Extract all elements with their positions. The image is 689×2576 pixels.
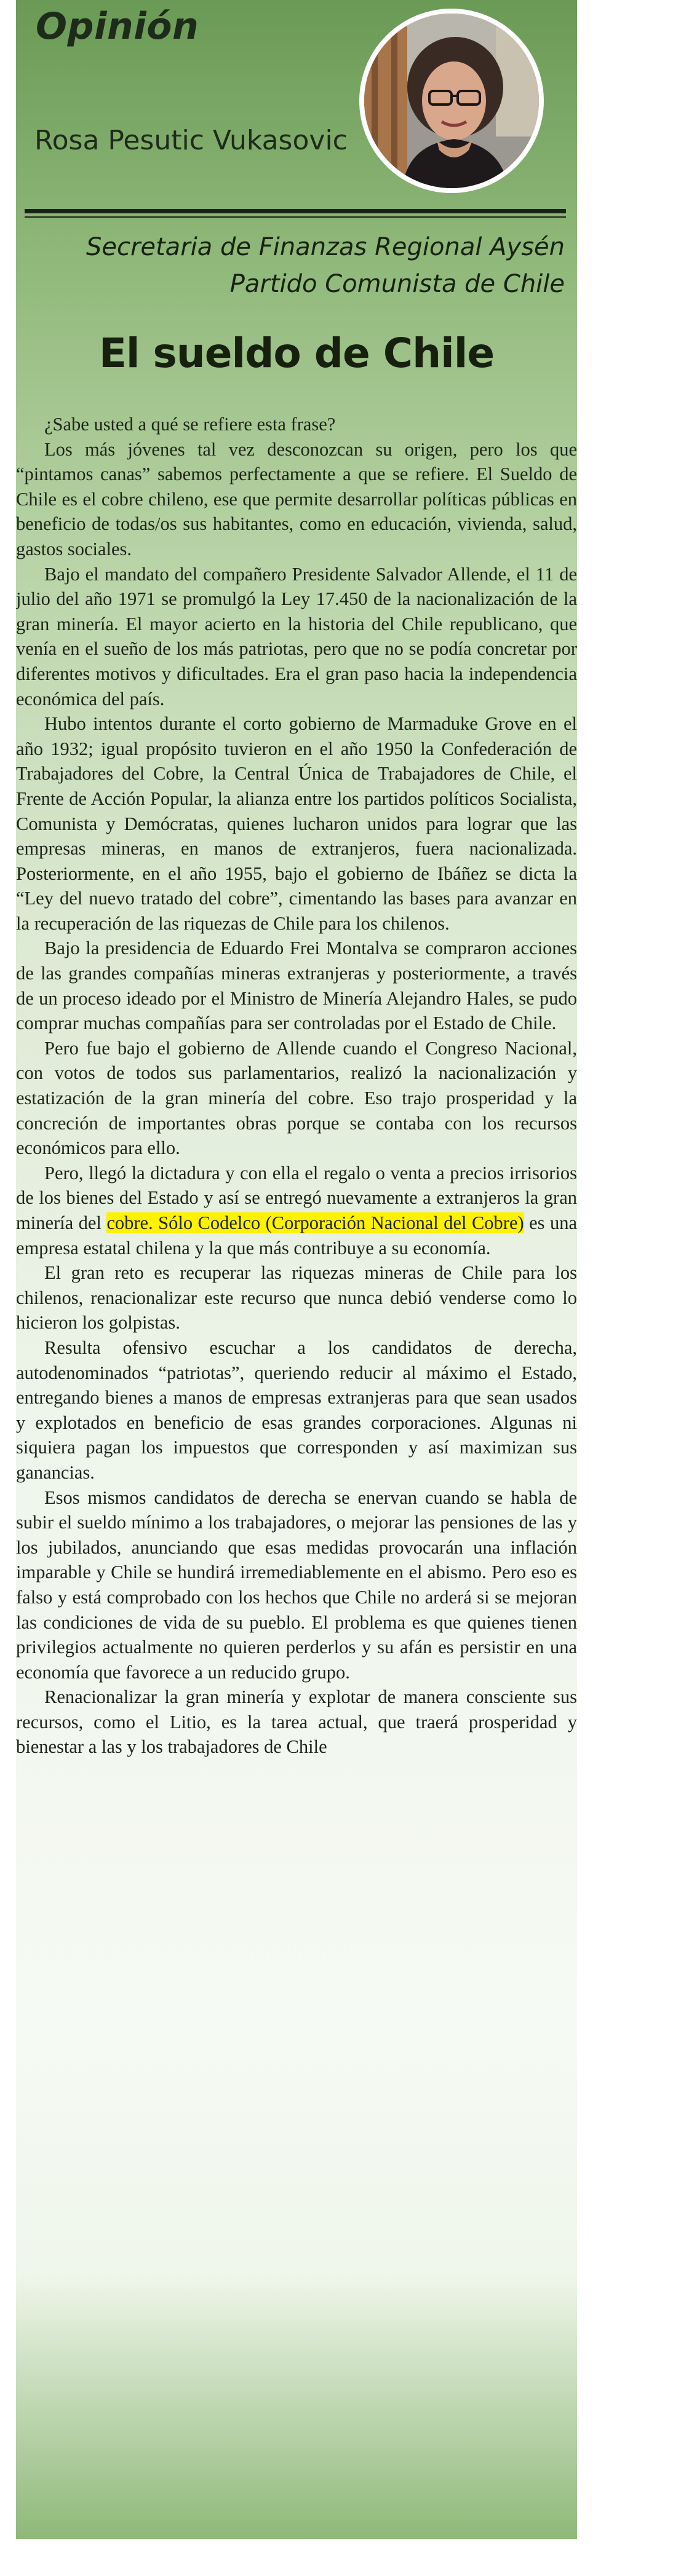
paragraph-text: Pero, llegó la dictadura y con ella el regalo o venta a precios irrisorios de los bienes del Estado y así se entregó nuevamente a extranjeros la gran minería del — [16, 1162, 577, 1233]
paragraph: ¿Sabe usted a qué se refiere esta frase? — [44, 414, 336, 435]
highlighted-text: cobre. Sólo Codelco (Corporación Nacional del Cobre) — [106, 1212, 524, 1233]
article-headline: El sueldo de Chile — [98, 330, 495, 377]
role-line-party: Partido Comunista de Chile — [229, 270, 565, 298]
paragraph: Pero fue bajo el gobierno de Allende cuando el Congreso Nacional, con votos de todos sus parlamentarios, realizó la nacionalización y estatización de la gran minería del cobre. Eso trajo prosperidad y la concreción de importantes obras porque se contaba con los recursos económicos para ello. — [16, 1037, 577, 1159]
paragraph: Hubo intentos durante el corto gobierno de Marmaduke Grove en el año 1932; igual propósito tuvieron en el año 1950 la Confederación de Trabajadores del Cobre, la Central Única de Trabajadores de Chile, el Frente de Acción Popular, la alianza entre los partidos políticos Socialista, Comunista y Demócratas, quienes lucharon unidos para lograr que las empresas mineras, en manos de extranjeros, fuera nacionalizada. Posteriormente, en el año 1955, bajo el gobierno de Ibáñez se dicta la “Ley del nuevo tratado del cobre”, cimentando las bases para avanzar en la recuperación de las riquezas de Chile para los chilenos. — [16, 713, 577, 934]
article-body — [16, 412, 577, 1760]
section-label: Opinión — [36, 5, 199, 48]
paragraph: Bajo el mandato del compañero Presidente Salvador Allende, el 11 de julio del año 1971 se promulgó la Ley 17.450 de la nacionalización de la gran minería. El mayor acierto en la historia del Chile republicano, que venía en el sueño de los más patriotas, pero que no se podía concretar por diferentes motivos y dificultades. Era el gran paso hacia la independencia económica del país. — [16, 563, 577, 709]
header-rule-thick — [25, 209, 566, 213]
author-name: Rosa Pesutic Vukasovic — [34, 125, 348, 156]
paragraph: Esos mismos candidatos de derecha se enervan cuando se habla de subir el sueldo mínimo a los trabajadores, o mejorar las pensiones de las y los jubilados, anunciando que esas medidas provocarán una inflación imparable y Chile se hundirá irremediablemente en el abismo. Pero eso es falso y está comprobado con los hechos que Chile no arderá si se mejoran las condiciones de vida de su pueblo. El problema es que quienes tienen privilegios actualmente no quieren perderlos y su afán es persistir en una economía que favorece a un reducido grupo. — [16, 1487, 577, 1683]
paragraph: Los más jóvenes tal vez desconozcan su origen, pero los que “pintamos canas” sabemos perfectamente a que se refiere. El Sueldo de Chile es el cobre chileno, ese que permite desarrollar políticas públicas en beneficio de todas/os sus habitantes, como en educación, vivienda, salud, gastos sociales. — [16, 438, 577, 559]
paragraph-text: es una empresa estatal chilena y la que más contribuye a su economía. — [16, 1212, 577, 1258]
paragraph: Renacionalizar la gran minería y explotar de manera consciente sus recursos, como el Litio, es la tarea actual, que traerá prosperidad y bienestar a las y los trabajadores de Chile — [16, 1686, 577, 1758]
header-rule-thin — [25, 216, 566, 218]
paragraph-with-highlight — [16, 1161, 577, 1260]
author-role — [73, 229, 565, 302]
author-portrait-image — [364, 14, 539, 188]
paragraph: Resulta ofensivo escuchar a los candidatos de derecha, autodenominados “patriotas”, queriendo reducir al máximo el Estado, entregando bienes a manos de empresas extranjeras para que sean usados y explotados en beneficio de esas grandes corporaciones. Algunas ni siquiera pagan los impuestos que corresponden y así maximizan sus ganancias. — [16, 1337, 577, 1483]
author-photo — [359, 9, 544, 193]
role-line-position: Secretaria de Finanzas Regional Aysén — [86, 233, 565, 261]
article-column — [16, 0, 577, 2539]
paragraph: El gran reto es recuperar las riquezas mineras de Chile para los chilenos, renacionalizar este recurso que nunca debió venderse como lo hicieron los golpistas. — [16, 1262, 577, 1333]
paragraph: Bajo la presidencia de Eduardo Frei Montalva se compraron acciones de las grandes compañías mineras extranjeras y posteriormente, a través de un proceso ideado por el Ministro de Minería Alejandro Hales, se pudo comprar muchas compañías para ser controladas por el Estado de Chile. — [16, 938, 577, 1034]
